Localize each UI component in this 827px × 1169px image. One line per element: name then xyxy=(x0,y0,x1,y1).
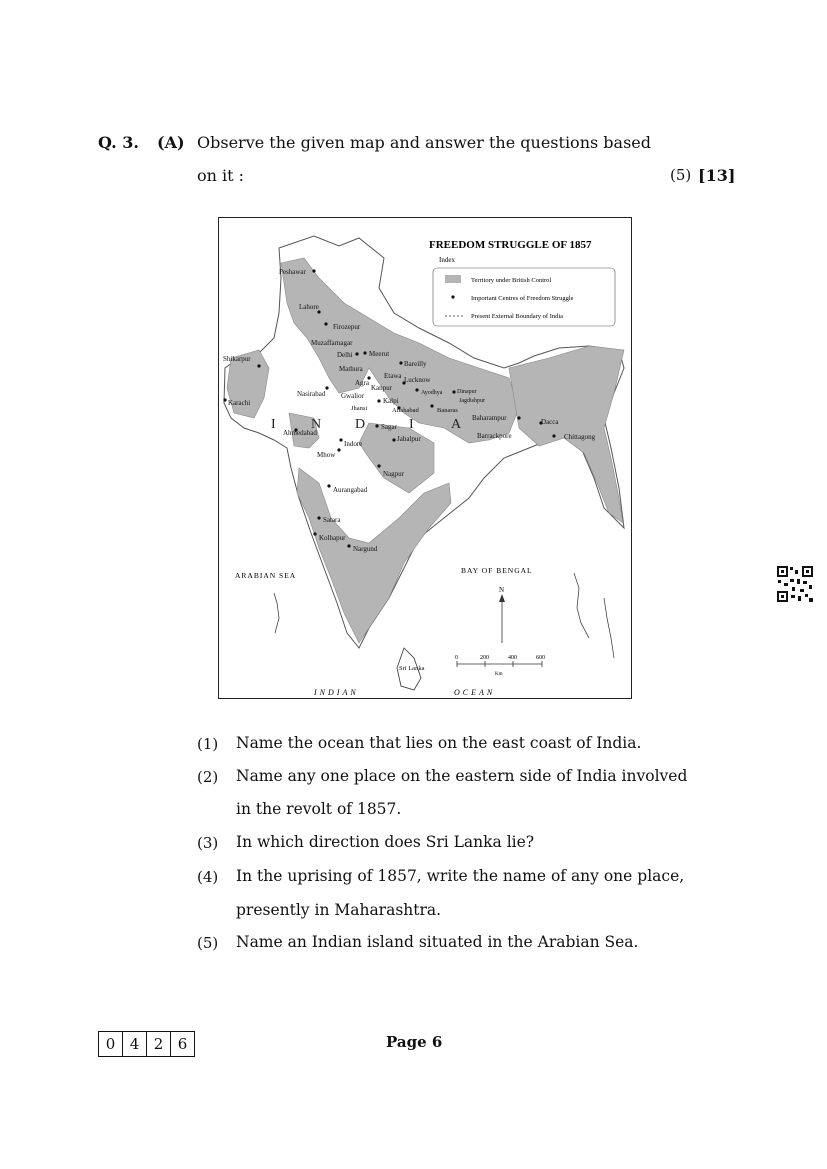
indian-ocean-label-2: OCEAN xyxy=(454,688,496,697)
legend-swatch-territory xyxy=(445,275,461,283)
north-arrow xyxy=(499,586,505,643)
map-svg xyxy=(219,218,631,698)
dot-karachi xyxy=(223,398,226,401)
place-dinapur: Dinapur xyxy=(457,389,477,395)
indian-ocean-label-1: INDIAN xyxy=(314,688,359,697)
scale-tick-600: 600 xyxy=(536,655,545,661)
place-gwalior: Gwalior xyxy=(341,392,364,400)
place-muzaffarnagar: Muzaffarnagar xyxy=(311,339,353,347)
dot-satara xyxy=(317,516,320,519)
place-delhi: Delhi xyxy=(337,351,353,359)
legend-item-centre: Important Centres of Freedom Struggle xyxy=(471,295,574,302)
place-ahmedabad: Ahmedabad xyxy=(283,429,317,437)
map-index-label: Index xyxy=(439,256,455,264)
place-sagar: Sagar xyxy=(381,423,397,431)
place-nargund: Nargund xyxy=(353,545,378,553)
sub-question-4-number: (4) xyxy=(197,868,219,886)
dot-peshawar xyxy=(312,269,315,272)
place-kanpur: Kanpur xyxy=(371,384,392,392)
india-letter-1: I xyxy=(271,417,276,432)
india-letter-5: A xyxy=(451,417,462,432)
sub-question-1-text: Name the ocean that lies on the east coast of India. xyxy=(236,734,642,752)
dot-firozepur xyxy=(324,322,327,325)
qr-code-icon xyxy=(776,565,814,603)
place-baharampur: Baharampur xyxy=(472,414,507,422)
place-peshawar: Peshawar xyxy=(279,268,306,276)
dot-shikarpur xyxy=(257,364,260,367)
paper-code-digit: 2 xyxy=(147,1032,171,1056)
legend-item-territory: Territory under British Control xyxy=(471,277,552,284)
question-marks: (5) xyxy=(670,166,692,184)
dot-delhi xyxy=(355,352,358,355)
india-letter-4: I xyxy=(409,417,414,432)
paper-code-digit: 6 xyxy=(177,1035,188,1053)
dot-indore xyxy=(339,438,342,441)
paper-code-digit: 0 xyxy=(99,1032,123,1056)
place-ayodhya: Ayodhya xyxy=(421,390,443,396)
place-jhansi: Jhansi xyxy=(351,405,368,412)
question-part: (A) xyxy=(157,133,185,152)
british-territory-south xyxy=(297,468,451,643)
dot-nasirabad xyxy=(325,386,328,389)
place-shikarpur: Shikarpur xyxy=(223,355,251,363)
place-aurangabad: Aurangabad xyxy=(333,486,368,494)
map-figure xyxy=(218,217,632,699)
place-firozepur: Firozepur xyxy=(333,323,361,331)
page-number: Page 6 xyxy=(386,1033,443,1051)
place-allahabad: Allahabad xyxy=(392,407,419,414)
lakshadweep-islands xyxy=(274,593,279,633)
paper-code-digit: 4 xyxy=(123,1032,147,1056)
scale-tick-0: 0 xyxy=(455,655,458,661)
dot-banaras xyxy=(430,404,433,407)
place-jabalpur: Jabalpur xyxy=(397,435,421,443)
place-agra: Agra xyxy=(355,379,369,387)
place-lucknow: Lucknow xyxy=(404,376,431,384)
bay-of-bengal-label: BAY OF BENGAL xyxy=(461,566,533,575)
place-banaras: Banaras xyxy=(437,407,458,414)
question-number: Q. 3. xyxy=(98,133,139,152)
dot-kolhapur xyxy=(313,532,316,535)
place-satara: Satara xyxy=(323,516,341,524)
dot-mhow xyxy=(337,448,340,451)
place-etawa: Etawa xyxy=(384,372,402,380)
dot-baharampur xyxy=(517,416,520,419)
place-jagdishpur: Jagdishpur xyxy=(459,398,485,404)
place-lahore: Lahore xyxy=(299,303,319,311)
dot-aurangabad xyxy=(327,484,330,487)
sub-question-2-text-cont: in the revolt of 1857. xyxy=(236,800,402,818)
scale-tick-200: 200 xyxy=(480,655,489,661)
place-barrackpore: Barrackpore xyxy=(477,432,512,440)
place-karachi: Karachi xyxy=(228,399,251,407)
india-letter-2: N xyxy=(311,417,322,432)
place-chittagong: Chittagong xyxy=(564,433,596,441)
dot-nagpur xyxy=(377,464,380,467)
sub-question-4-text: In the uprising of 1857, write the name of any one place, xyxy=(236,867,685,885)
place-bareilly: Bareilly xyxy=(404,360,427,368)
sub-question-3-text: In which direction does Sri Lanka lie? xyxy=(236,833,535,851)
place-nagpur: Nagpur xyxy=(383,470,404,478)
dot-meerut xyxy=(363,351,366,354)
question-text-line2: on it : xyxy=(197,166,245,185)
place-srilanka: Sri Lanka xyxy=(399,665,425,672)
dot-dinapur xyxy=(452,390,455,393)
map-title: FREEDOM STRUGGLE OF 1857 xyxy=(429,239,592,251)
dot-kalpi xyxy=(377,399,380,402)
dot-bareilly xyxy=(399,361,402,364)
place-mhow: Mhow xyxy=(317,451,336,459)
sub-question-2-text: Name any one place on the eastern side of India involved xyxy=(236,767,688,785)
paper-code xyxy=(98,1031,195,1057)
arabian-sea-label: ARABIAN SEA xyxy=(235,571,297,580)
place-kolhapur: Kolhapur xyxy=(319,534,346,542)
sub-question-5-number: (5) xyxy=(197,934,219,952)
sub-question-1-number: (1) xyxy=(197,735,219,753)
place-dacca: Dacca xyxy=(541,418,559,426)
place-kalpi: Kalpi xyxy=(383,397,399,405)
legend-item-boundary: Present External Boundary of India xyxy=(471,313,564,320)
place-nasirabad: Nasirabad xyxy=(297,390,326,398)
sub-question-2-number: (2) xyxy=(197,768,219,786)
british-territory-central xyxy=(359,423,434,493)
question-total-marks: [13] xyxy=(698,166,736,185)
place-meerut: Meerut xyxy=(369,350,390,358)
dot-sagar xyxy=(375,424,378,427)
dot-nargund xyxy=(347,544,350,547)
north-label: N xyxy=(499,586,505,594)
sub-question-3-number: (3) xyxy=(197,834,219,852)
scale-unit: Km xyxy=(495,672,503,677)
sub-question-5-text: Name an Indian island situated in the Arabian Sea. xyxy=(236,933,639,951)
scale-bar xyxy=(455,655,545,677)
place-indore: Indore xyxy=(344,440,363,448)
scale-tick-400: 400 xyxy=(508,655,517,661)
india-letter-3: D xyxy=(355,417,366,432)
dot-ayodhya xyxy=(415,388,418,391)
place-mathura: Mathura xyxy=(339,365,363,373)
andaman-islands xyxy=(574,573,614,658)
dot-jabalpur xyxy=(392,438,395,441)
sub-question-4-text-cont: presently in Maharashtra. xyxy=(236,901,442,919)
question-text-line1: Observe the given map and answer the questions based xyxy=(197,133,651,152)
legend-swatch-centre xyxy=(451,295,454,298)
dot-chittagong xyxy=(552,434,555,437)
